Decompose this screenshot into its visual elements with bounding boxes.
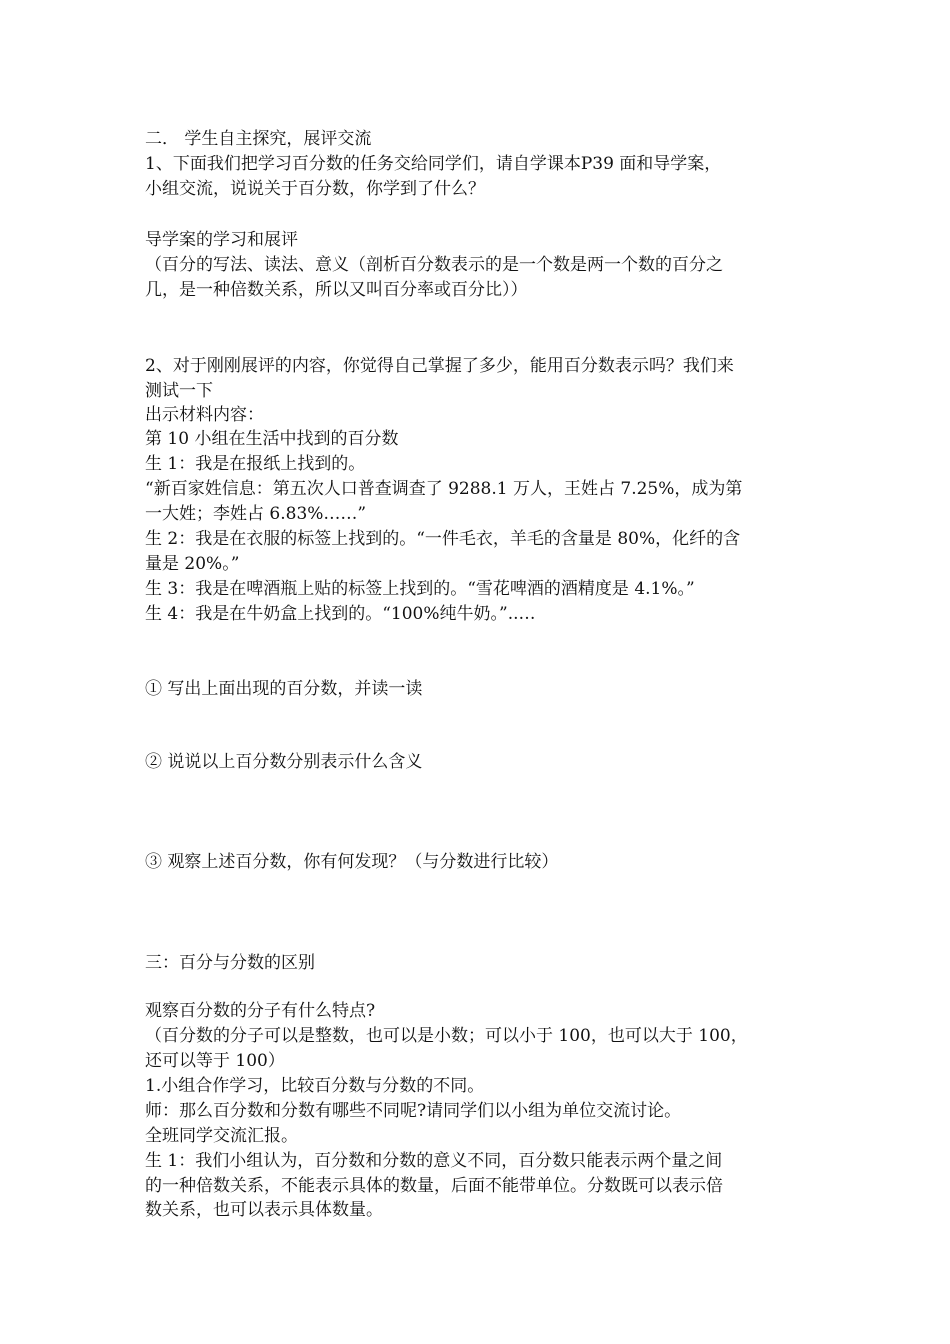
- text-line: 一大姓；李姓占 6.83%……”: [145, 504, 367, 524]
- text-line: 生 1：我是在报纸上找到的。: [145, 454, 366, 474]
- section-heading-3: 三：百分与分数的区别: [145, 953, 315, 973]
- text-line: 生 1：我们小组认为，百分数和分数的意义不同，百分数只能表示两个量之间: [145, 1151, 723, 1171]
- text-line: 观察百分数的分子有什么特点?: [145, 1001, 376, 1021]
- section-heading-2: 二． 学生自主探究，展评交流: [145, 129, 372, 149]
- text-line: 几，是一种倍数关系，所以又叫百分率或百分比））: [145, 280, 528, 300]
- question-3: ③ 观察上述百分数，你有何发现？（与分数进行比较）: [145, 852, 559, 872]
- text-line: 师：那么百分数和分数有哪些不同呢?请同学们以小组为单位交流讨论。: [145, 1101, 682, 1121]
- text-line: 还可以等于 100）: [145, 1051, 285, 1071]
- text-line: 生 4：我是在牛奶盒上找到的。“100%纯牛奶。”..…: [145, 604, 536, 624]
- text-line: （百分的写法、读法、意义（剖析百分数表示的是一个数是两一个数的百分之: [145, 255, 723, 275]
- text-line: 1、下面我们把学习百分数的任务交给同学们，请自学课本P39 面和导学案，: [145, 154, 722, 174]
- text-line: 1.小组合作学习，比较百分数与分数的不同。: [145, 1076, 485, 1096]
- text-line: 测试一下: [145, 381, 213, 401]
- text-line: 出示材料内容：: [145, 405, 264, 425]
- text-line: 量是 20%。”: [145, 554, 240, 574]
- text-line: 的一种倍数关系，不能表示具体的数量，后面不能带单位。分数既可以表示倍: [145, 1176, 723, 1196]
- text-line: 生 2：我是在衣服的标签上找到的。“一件毛衣，羊毛的含量是 80%，化纤的含: [145, 529, 741, 549]
- subheading: 导学案的学习和展评: [145, 230, 298, 250]
- text-line: 全班同学交流汇报。: [145, 1126, 298, 1146]
- text-line: 小组交流，说说关于百分数，你学到了什么？: [145, 179, 485, 199]
- text-line: “新百家姓信息：第五次人口普查调查了 9288.1 万人，王姓占 7.25%，成为第: [145, 479, 743, 499]
- text-line: 2、对于刚刚展评的内容，你觉得自己掌握了多少，能用百分数表示吗？我们来: [145, 356, 734, 376]
- text-line: （百分数的分子可以是整数，也可以是小数；可以小于 100，也可以大于 100，: [145, 1026, 748, 1046]
- question-1: ① 写出上面出现的百分数，并读一读: [145, 679, 423, 699]
- text-line: 第 10 小组在生活中找到的百分数: [145, 429, 399, 449]
- text-line: 数关系，也可以表示具体数量。: [145, 1200, 383, 1220]
- question-2: ② 说说以上百分数分别表示什么含义: [145, 752, 423, 772]
- text-line: 生 3：我是在啤酒瓶上贴的标签上找到的。“雪花啤酒的酒精度是 4.1%。”: [145, 579, 695, 599]
